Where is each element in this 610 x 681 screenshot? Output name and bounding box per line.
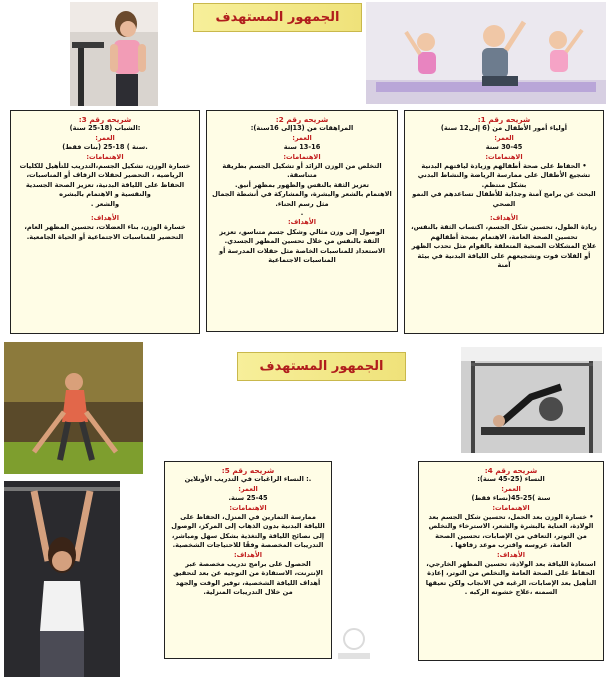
segment-card-3	[10, 110, 200, 334]
age-value: سنة )25-45(نساء فقط)	[471, 494, 551, 503]
age-label: العمر:	[238, 484, 258, 493]
interest-item: والشعر .	[90, 199, 120, 208]
segment-card-5	[164, 461, 332, 659]
interest-item: الاهتمام بالشعر والبشرة، والمشاركة في أنشطة الجمال مثل رسم الحناء.	[212, 190, 392, 208]
interest-item: خسارة الوزن، تشكيل الجسم،التدريب للتأهيل للكليات الرياضيه ، التحضير لحفلات الزفاف أو المناسبات، الحفاظ على اللياقة البدنية، تعزيز الصحة الجسدية والنفسية و الاهتمام بالبشره	[19, 162, 191, 199]
age-value: 30-45 سنة	[485, 143, 523, 152]
segment-audience: النساء (25-45 سنة):	[477, 475, 545, 484]
interest-item: البحث عن برامج آمنة وجذابة للأطفال تساعدهم في النمو الصحي	[412, 190, 596, 208]
segment-audience: .: النساء الراغبات في التدريب الأونلاين	[184, 475, 312, 484]
goal-item: الحصول على برامج تدريب مخصصة عبر الإنترنت، الاستفادة من التوجيه عن بعد لتحقيق أهداف اللياقة الشخصية، توفير الوقت والجهد من خلال التدريبات المنزلية.	[173, 560, 323, 597]
photo-woman-stretching	[4, 342, 143, 474]
goals-label: الأهداف:	[496, 550, 526, 559]
goal-item: زيادة الطول، تحسين شكل الجسم، اكتساب الثقة بالنفس، تحسين الصحة العامة، الاهتمام بصحة أطفالهم	[411, 223, 597, 241]
interest-item: تعزيز الثقة بالنفس والظهور بمظهر أنيق.	[235, 180, 369, 189]
goals-label: الأهداف:	[287, 218, 317, 227]
interests-label: الاهتمامات:	[485, 152, 523, 161]
interest-item: ممارسة التمارين في المنزل، الحفاظ على اللياقة البدنية بدون الذهاب إلى المركز، الوصول إلى نصائح اللياقة والتغذية بشكل سهل ومباشر، التدريبات المخصصة وفقًا للاحتياجات الشخصية.	[171, 513, 325, 550]
segment-card-1	[404, 110, 604, 334]
goals-label: الأهداف:	[90, 214, 120, 223]
interests-label: الاهتمامات:	[229, 503, 267, 512]
goal-item: الاستعداد للمناسبات الخاصة مثل حفلات المدرسة أو المناسبات الاجتماعية	[218, 246, 386, 265]
age-value: 25-45 سنة.	[228, 494, 268, 503]
segment-title: شريحه رقم 1:	[477, 115, 531, 124]
age-label: العمر:	[95, 133, 115, 142]
photo-treadmill-woman	[70, 2, 158, 106]
photo-kids-stretching	[366, 2, 606, 104]
goal-item: الوصول إلى وزن مثالي وشكل جسم متناسق، تعزيز الثقة بالنفس من خلال تحسين المظهر الجسدي.	[219, 227, 385, 246]
goals-label: الأهداف:	[489, 214, 519, 223]
goal-item: استعادة اللياقة بعد الولادة، تحسين المظهر الخارجي، الحفاظ على الصحة العامة والتخلص من التوتر، إعادة التأهيل بعد الإصابات، الرغبه في الانجاب ولكن تعيقها السمنه ،علاج خشونه الركبه .	[425, 560, 597, 597]
segment-audience: أولياء أمور الأطفال من (6 إلى12 سنة)	[440, 124, 568, 133]
interests-label: الاهتمامات:	[492, 503, 530, 512]
age-value: .سنة ) 18-25 (بنات فقط)	[62, 143, 148, 152]
goal-item: خسارة الوزن، بناء العضلات، تحسين المظهر العام، التحضير للمناسبات الاجتماعية أو الحياة الجامعية.	[24, 223, 186, 241]
top-banner-title: الجمهور المستهدف	[193, 3, 362, 32]
segment-card-2	[206, 110, 398, 332]
interest-item: تشجيع الأطفال على ممارسة الرياضة والنشاط البدني بشكل منتظم.	[417, 171, 591, 189]
segment-card-4	[418, 461, 604, 661]
segment-title: شريحه رقم 3:	[78, 115, 132, 124]
photo-woman-gym-pullup	[4, 481, 120, 677]
segment-audience: :الشباب (18-25 سنة)	[69, 124, 141, 133]
age-label: العمر:	[501, 484, 521, 493]
segment-audience: المراهقات من (13إلى 16سنة):	[250, 124, 354, 133]
segment-title: شريحه رقم 5:	[221, 466, 275, 475]
photo-pilates	[461, 347, 602, 453]
segment-title: شريحه رقم 2:	[275, 115, 329, 124]
watermark-icon	[330, 625, 378, 663]
interest-item: • خسارة الوزن بعد الحمل، تحسين شكل الجسم بعد الولادة، العناية بالبشرة والشعر، الاسترخاء والتخلص من التوتر، التعافي من الإصابات، تحسين الصحة العامة، عروسه واقترب موعد زفافها .	[428, 513, 594, 550]
interest-item: .	[300, 209, 304, 218]
segment-title: شريحه رقم 4:	[484, 466, 538, 475]
middle-banner-title: الجمهور المستهدف	[237, 352, 406, 381]
age-value: 13-16 سنة	[283, 143, 321, 152]
interest-item: التخلص من الوزن الزائد أو تشكيل الجسم بطريقة متناسقة.	[222, 162, 382, 180]
age-label: العمر:	[494, 133, 514, 142]
interests-label: الاهتمامات:	[86, 152, 124, 161]
interests-label: الاهتمامات:	[283, 152, 321, 161]
interest-item: • الحفاظ على صحة أطفالهم وزيادة لياقتهم البدنية	[421, 162, 587, 171]
goal-item: علاج المشكلات الصحية المتعلقة بالقوام مثل تحدب الظهر أو الفلات فوت وتشجيعهم على اللياقة البدنية في بيئة آمنة	[411, 242, 597, 270]
age-label: العمر:	[292, 133, 312, 142]
goals-label: الأهداف:	[233, 550, 263, 559]
